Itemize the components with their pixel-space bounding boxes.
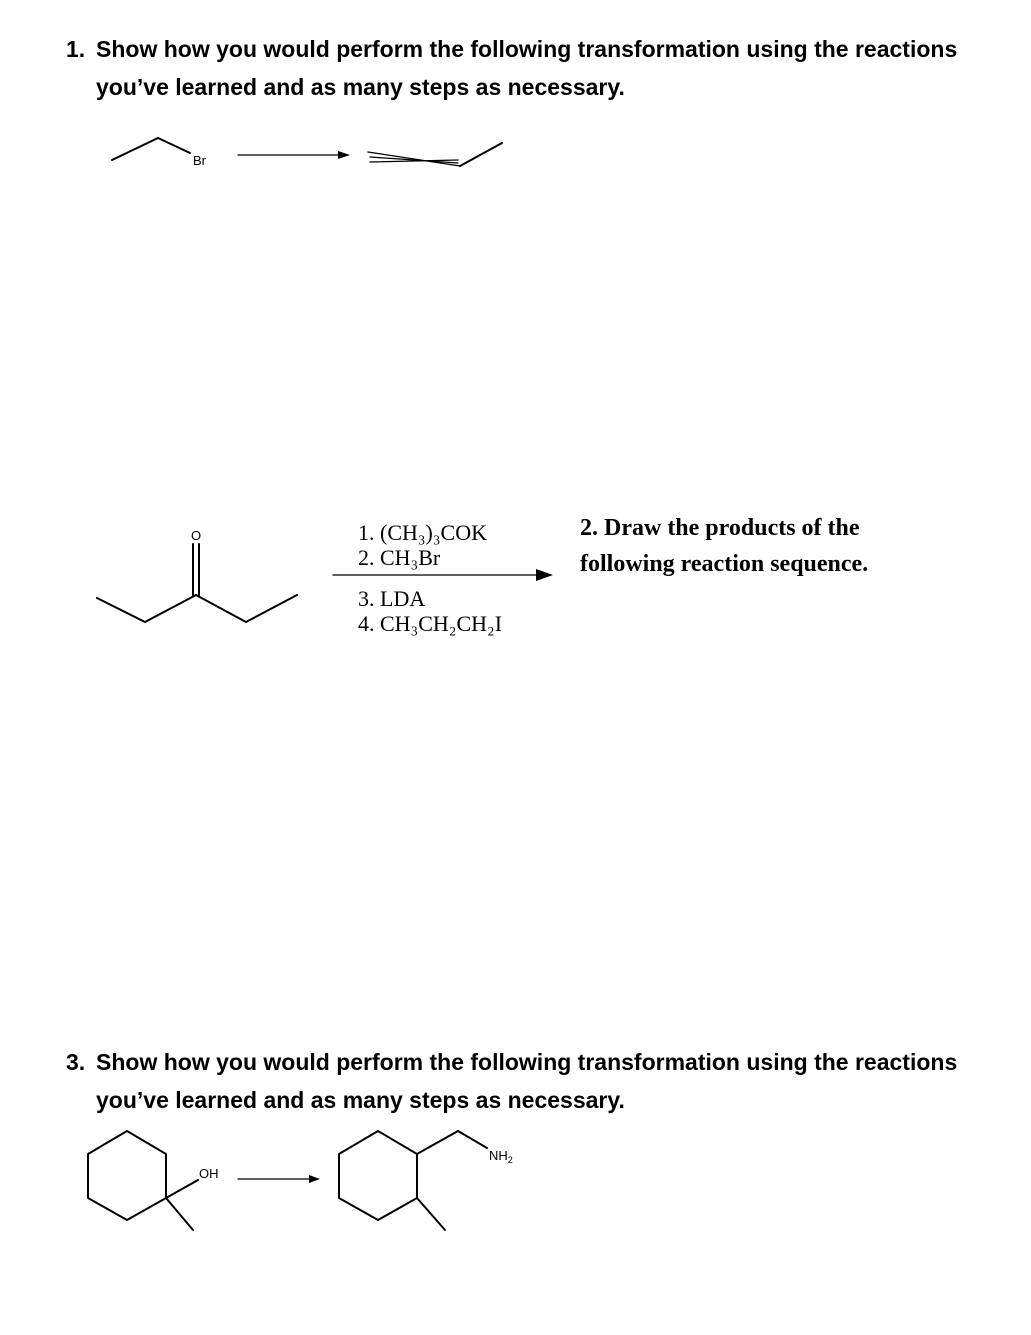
- product-chain-bond-1: [417, 1131, 458, 1154]
- question-3-line-1: Show how you would perform the following transformation using the reactions: [96, 1049, 958, 1075]
- question-1-line-2: you’ve learned and as many steps as necessary.: [96, 74, 625, 100]
- reagent-step-3: 3. LDA: [358, 586, 426, 611]
- reagent-step-4: 4. CH₃CH₂CH₂I: [358, 611, 503, 636]
- cyclohexanol-oh-bond: [166, 1180, 198, 1198]
- question-1-line-1: Show how you would perform the following transformation using the reactions: [96, 36, 958, 62]
- product-ring: [339, 1131, 417, 1220]
- question-1-number: 1.: [66, 36, 86, 62]
- question-3-line-2: you’ve learned and as many steps as necessary.: [96, 1087, 625, 1113]
- amine-label-main: NH: [489, 1148, 508, 1163]
- amine-label-subscript: 2: [507, 1155, 513, 1165]
- cyclohexanol-methyl-bond: [166, 1198, 193, 1230]
- product-methyl-bond: [417, 1198, 445, 1230]
- product-chain-bond-2: [458, 1131, 487, 1148]
- question-3-number: 3.: [66, 1049, 86, 1075]
- oxygen-label: O: [191, 528, 202, 543]
- question-2-line-2: following reaction sequence.: [580, 551, 869, 577]
- cyclohexanol-ring: [88, 1131, 166, 1220]
- reagent-step-2: 2. CH₃Br: [358, 545, 441, 570]
- hydroxyl-label: OH: [199, 1166, 219, 1181]
- reagent-step-1: 1. (CH₃)₃COK: [358, 520, 488, 545]
- question-2-line-1: 2. Draw the products of the: [580, 515, 860, 541]
- bromine-label: Br: [193, 153, 206, 168]
- reaction-arrow-3-head: [309, 1175, 320, 1183]
- amine-label: [489, 1148, 513, 1165]
